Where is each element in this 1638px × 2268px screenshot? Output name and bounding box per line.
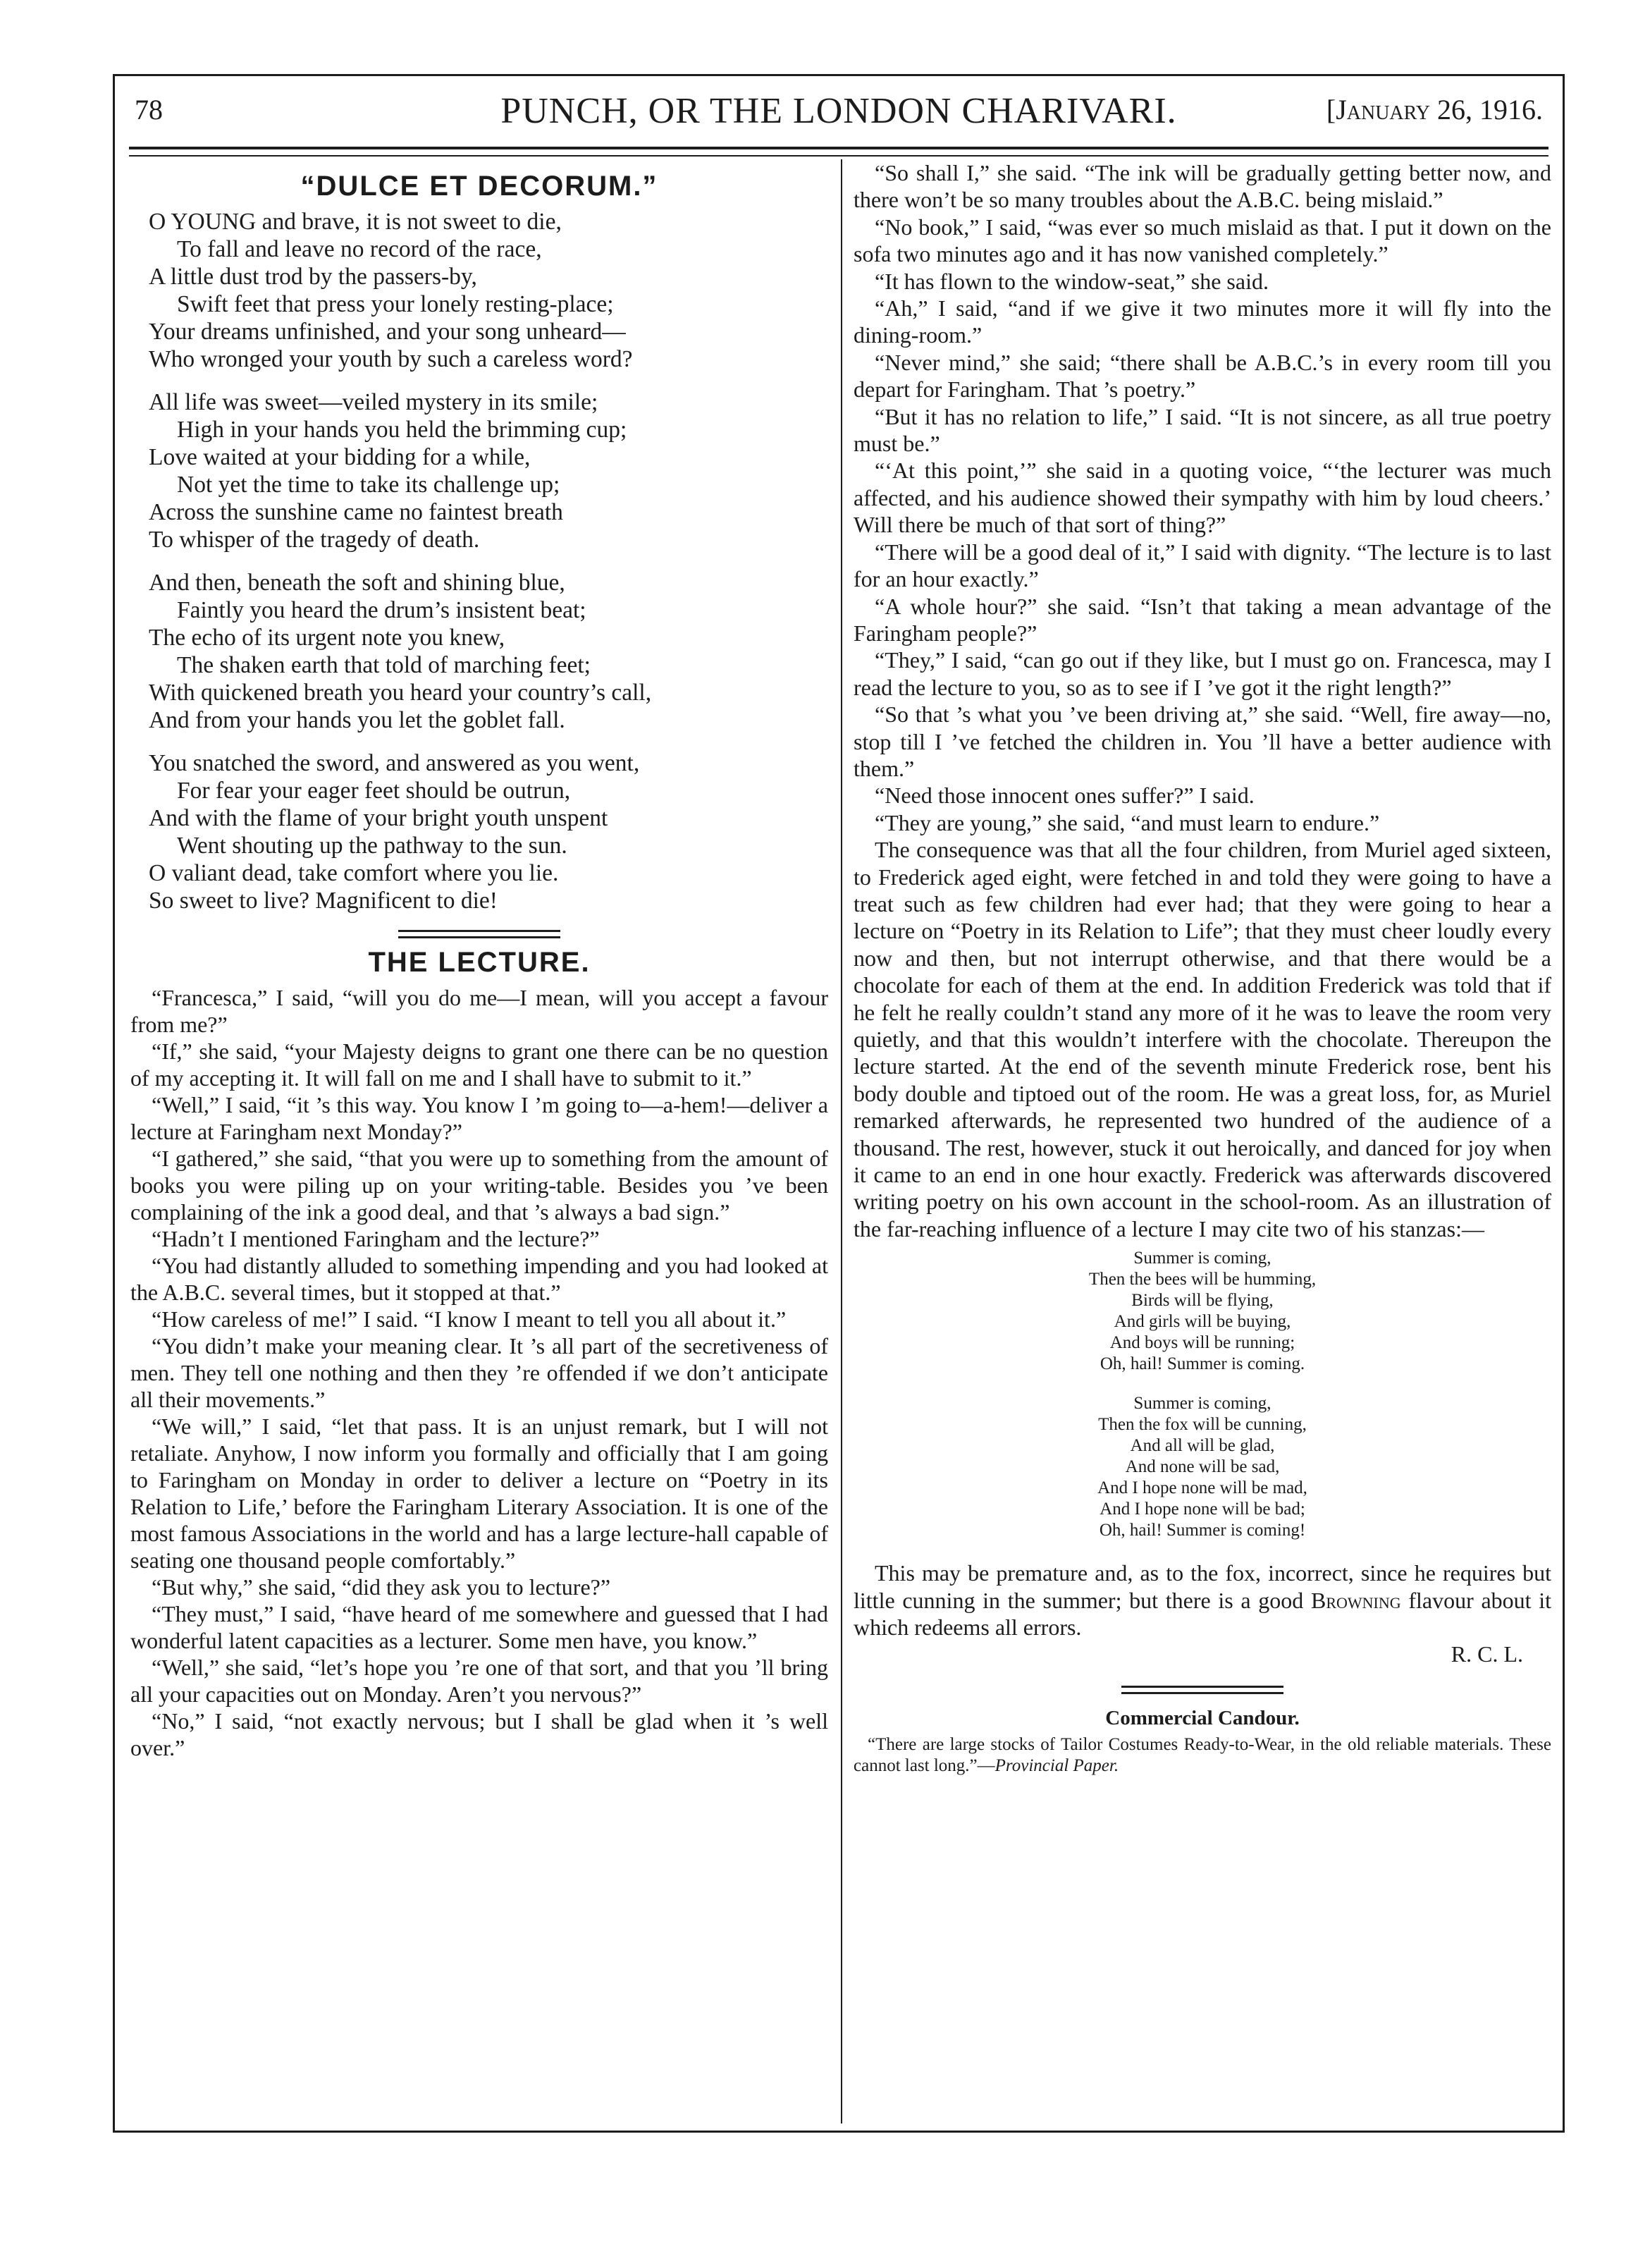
- lecture-text-left: [130, 984, 828, 1761]
- lecture-paragraph: “Hadn’t I mentioned Faringham and the lecture?”: [152, 1226, 600, 1251]
- poem-stanza: [149, 749, 828, 914]
- column-divider: [841, 159, 842, 2123]
- lecture-paragraph: “But why,” she said, “did they ask you to lecture?”: [152, 1574, 611, 1600]
- lecture-paragraph: “How careless of me!” I said. “I know I meant to tell you all about it.”: [152, 1306, 787, 1332]
- section-rule: [398, 930, 560, 938]
- section-rule-2: [1121, 1686, 1283, 1694]
- lecture-paragraph: “But it has no relation to life,” I said. “It is not sincere, as all true poetry must be.”: [854, 403, 1551, 457]
- poem-line: The shaken earth that told of marching feet;: [177, 652, 591, 678]
- poem-line: So sweet to live? Magnificent to die!: [149, 888, 498, 914]
- poem-line: Who wronged your youth by such a careless word?: [149, 346, 633, 372]
- poem-title: “DULCE ET DECORUM.”: [300, 171, 658, 202]
- page-number: 78: [135, 94, 163, 125]
- lecture-paragraph: “I gathered,” she said, “that you were up to something from the amount of books you were piling up on your writing-table. Besides you ’ve been complaining of the ink a good deal, and that ’s always a bad sign.”: [130, 1146, 828, 1225]
- child-poem-line: And boys will be running;: [1109, 1333, 1295, 1353]
- lecture-text-right: [854, 159, 1551, 1242]
- lecture-title: THE LECTURE.: [368, 947, 591, 978]
- signature-row: [854, 1641, 1551, 1667]
- child-poem-line: And all will be glad,: [1130, 1436, 1275, 1456]
- lecture-paragraph: “It has flown to the window-seat,” she said.: [875, 268, 1269, 294]
- lecture-paragraph: “No,” I said, “not exactly nervous; but I shall be glad when it ’s well over.”: [130, 1708, 828, 1760]
- lecture-paragraph: “Ah,” I said, “and if we give it two minutes more it will fly into the dining-room.”: [854, 295, 1551, 348]
- poem-line: Not yet the time to take its challenge up;: [177, 472, 560, 498]
- poem-line: To whisper of the tragedy of death.: [149, 527, 480, 553]
- poem-line: And then, beneath the soft and shining blue,: [149, 570, 565, 596]
- closing-paragraph: This may be premature and, as to the fox, incorrect, since he requires but little cunning in the summer; but there is a good Browning flavour about it which redeems all errors.: [854, 1560, 1551, 1641]
- child-poem-line: And I hope none will be mad,: [1097, 1478, 1307, 1498]
- lecture-paragraph: “Need those innocent ones suffer?” I said.: [875, 783, 1255, 809]
- child-poem-line: Birds will be flying,: [1131, 1291, 1274, 1311]
- poem-line: O valiant dead, take comfort where you lie.: [149, 860, 559, 886]
- poem-line: Went shouting up the pathway to the sun.: [177, 833, 567, 859]
- child-poem-line: Oh, hail! Summer is coming!: [1099, 1521, 1306, 1540]
- lecture-paragraph: “‘At this point,’” she said in a quoting voice, “‘the lecturer was much affected, and his audience showed their sympathy with him by loud cheers.’ Will there be much of that sort of thing?”: [854, 458, 1551, 538]
- poem-line: And with the flame of your bright youth unspent: [149, 805, 608, 831]
- page-frame: [113, 74, 1565, 2133]
- lecture-paragraph: “No book,” I said, “was ever so much mislaid as that. I put it down on the sofa two minutes ago and it has now vanished completely.”: [854, 214, 1551, 267]
- lecture-paragraph: “So that ’s what you ’ve been driving at,” she said. “Well, fire away—no, stop till I ’ve fetched the children in. You ’ll have a better audience with them.”: [854, 701, 1551, 781]
- lecture-paragraph: “A whole hour?” she said. “Isn’t that taking a mean advantage of the Faringham people?”: [854, 593, 1551, 646]
- poem-stanza: [149, 388, 828, 553]
- child-poem-line: Then the fox will be cunning,: [1098, 1415, 1307, 1435]
- poem-stanza: [149, 208, 828, 373]
- poem-line: The echo of its urgent note you knew,: [149, 625, 505, 651]
- child-poem-line: And girls will be buying,: [1114, 1312, 1291, 1332]
- lecture-paragraph: “Never mind,” she said; “there shall be A.B.C.’s in every room till you depart for Faringham. That ’s poetry.”: [854, 349, 1551, 403]
- candour-title: Commercial Candour.: [1105, 1707, 1300, 1730]
- lecture-paragraph: “You didn’t make your meaning clear. It ’s all part of the secretiveness of men. They tell one nothing and then they ’re offended if we don’t anticipate all their movements.”: [130, 1333, 828, 1412]
- lecture-paragraph: The consequence was that all the four children, from Muriel aged sixteen, to Frederick aged eight, were fetched in and told they were going to have a treat such as few children had ever had; that they were going to hear a lecture on “Poetry in its Relation to Life”; that they must cheer loudly every now and then, but not interrupt otherwise, and that there would be a chocolate for each of them at the end. In addition Frederick was told that if he felt he really couldn’t stand any more of it he was to leave the room very quietly, and that this wouldn’t interfere with the chocolate. Thereupon the lecture started. At the end of the seventh minute Frederick rose, bent his body double and tiptoed out of the room. He was a great loss, for, as Muriel remarked afterwards, he represented two hundred of the audience of a thousand. The rest, however, stuck it out heroically, and danced for joy when it came to an end in one hour exactly. Frederick was afterwards discovered writing poetry on his own account in the school-room. As an illustration of the far-reaching influence of a lecture I may cite two of his stanzas:—: [854, 837, 1551, 1242]
- child-poem-line: And I hope none will be bad;: [1100, 1500, 1305, 1519]
- lecture-paragraph: “Well,” she said, “let’s hope you ’re one of that sort, and that you ’ll bring all your capacities out on Monday. Aren’t you nervous?”: [130, 1655, 828, 1707]
- issue-date: [January 26, 1916.: [1326, 94, 1543, 125]
- poem-line: Swift feet that press your lonely resting-place;: [177, 291, 614, 317]
- poem-line: A little dust trod by the passers-by,: [149, 264, 477, 290]
- left-column: [130, 159, 828, 2123]
- poem-line: To fall and leave no record of the race,: [177, 236, 542, 262]
- candour-quote: “There are large stocks of Tailor Costumes Ready-to-Wear, in the old reliable materials. These cannot last long.”—Provincial Paper.: [854, 1735, 1551, 1776]
- lecture-paragraph: “You had distantly alluded to something impending and you had looked at the A.B.C. several times, but it stopped at that.”: [130, 1253, 828, 1305]
- child-poem: [854, 1248, 1551, 1541]
- poem-line: Love waited at your bidding for a while,: [149, 444, 531, 470]
- poem-line: You snatched the sword, and answered as you went,: [149, 750, 640, 776]
- poem-line: All life was sweet—veiled mystery in its smile;: [149, 389, 598, 415]
- lecture-paragraph: “So shall I,” she said. “The ink will be gradually getting better now, and there won’t be so many troubles about the A.B.C. being mislaid.”: [854, 160, 1551, 213]
- poem-line: O YOUNG and brave, it is not sweet to die,: [149, 209, 562, 235]
- poem-line: And from your hands you let the goblet fall.: [149, 707, 565, 733]
- lecture-paragraph: “Well,” I said, “it ’s this way. You know I ’m going to—a-hem!—deliver a lecture at Faringham next Monday?”: [130, 1092, 828, 1144]
- child-poem-line: Oh, hail! Summer is coming.: [1100, 1354, 1305, 1374]
- poem-line: With quickened breath you heard your country’s call,: [149, 680, 652, 706]
- header-rule: [129, 147, 1548, 157]
- lecture-paragraph: “We will,” I said, “let that pass. It is an unjust remark, but I will not retaliate. Anyhow, I now inform you formally and officially that I am going to Faringham on Monday in order to deliver a lecture on “Poetry in its Relation to Life,’ before the Faringham Literary Association. It is one of the most famous Associations in the world and has a large lecture-hall capable of seating one thousand people comfortably.”: [130, 1414, 828, 1573]
- child-poem-stanza: [854, 1393, 1551, 1541]
- child-poem-line: Summer is coming,: [1133, 1394, 1271, 1414]
- poem-line: Faintly you heard the drum’s insistent beat;: [177, 597, 586, 623]
- lecture-paragraph: “If,” she said, “your Majesty deigns to grant one there can be no question of my accepting it. It will fall on me and I shall have to submit to it.”: [130, 1038, 828, 1091]
- child-poem-stanza: [854, 1248, 1551, 1375]
- lecture-paragraph: “They,” I said, “can go out if they like, but I must go on. Francesca, may I read the lecture to you, so as to see if I ’ve got it the right length?”: [854, 647, 1551, 700]
- child-poem-line: Then the bees will be humming,: [1088, 1270, 1317, 1289]
- right-column: [854, 159, 1551, 2123]
- poem-body: [149, 208, 828, 914]
- child-poem-line: Summer is coming,: [1133, 1249, 1271, 1268]
- page-header: [115, 90, 1563, 147]
- masthead-title: PUNCH, OR THE LONDON CHARIVARI.: [500, 91, 1177, 131]
- poem-stanza: [149, 569, 828, 734]
- poem-line: For fear your eager feet should be outrun,: [177, 778, 571, 804]
- lecture-paragraph: “They must,” I said, “have heard of me somewhere and guessed that I had wonderful latent capacities as a lecturer. Some men have, you know.”: [130, 1601, 828, 1653]
- lecture-paragraph: “There will be a good deal of it,” I said with dignity. “The lecture is to last for an hour exactly.”: [854, 539, 1551, 592]
- poem-line: Your dreams unfinished, and your song unheard—: [149, 319, 626, 345]
- lecture-paragraph: “Francesca,” I said, “will you do me—I mean, will you accept a favour from me?”: [130, 985, 828, 1037]
- poem-line: Across the sunshine came no faintest breath: [149, 499, 563, 525]
- poem-line: High in your hands you held the brimming cup;: [177, 417, 627, 443]
- signature: R. C. L.: [1451, 1641, 1523, 1667]
- lecture-paragraph: “They are young,” she said, “and must learn to endure.”: [875, 809, 1380, 835]
- child-poem-line: And none will be sad,: [1125, 1457, 1280, 1477]
